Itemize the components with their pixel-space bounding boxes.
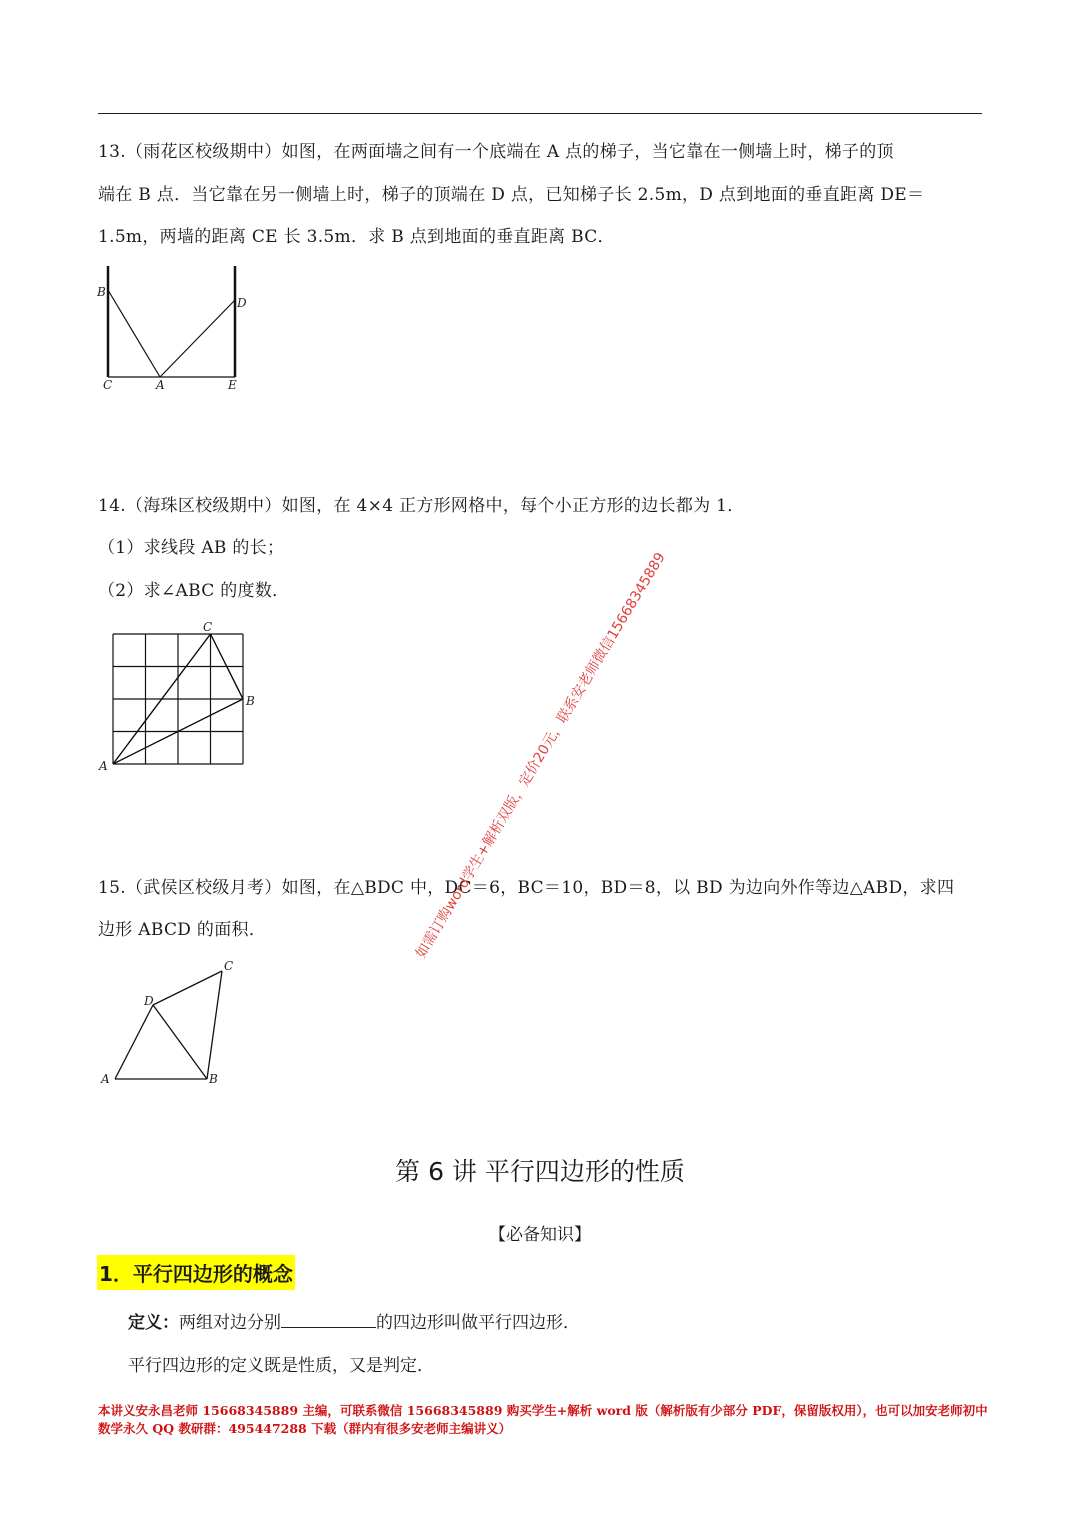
label-c: C	[103, 378, 113, 392]
q15-line2: 边形 ABCD 的面积．	[98, 920, 267, 940]
footer-line2: 数学永久 QQ 教研群：495447288 下载（群内有很多安老师主编讲义）	[98, 1421, 512, 1436]
q14-line1: 14.（海珠区校级期中）如图，在 4×4 正方形网格中，每个小正方形的边长都为 1．	[98, 496, 745, 516]
q13-line2: 端在 B 点．当它靠在另一侧墙上时，梯子的顶端在 D 点，已知梯子长 2.5m，D 点到地面的垂直距离 DE＝	[98, 185, 925, 205]
label-b: B	[97, 285, 106, 299]
q15-quadrilateral-figure	[95, 955, 245, 1090]
label-b: B	[209, 1072, 218, 1086]
label-c: C	[224, 959, 234, 973]
label-a: A	[101, 1072, 110, 1086]
grid-4x4	[113, 634, 243, 764]
definition-before: 两组对边分别	[179, 1313, 281, 1333]
q13-line1: 13.（雨花区校级期中）如图，在两面墙之间有一个底端在 A 点的梯子，当它靠在一侧墙上时，梯子的顶	[98, 142, 894, 162]
definition-label: 定义：	[128, 1313, 179, 1333]
definition-after: 的四边形叫做平行四边形．	[376, 1313, 580, 1333]
watermark-text: 如需订购word学生+解析双版，定价20元，联系安老师微信15668345889	[412, 549, 669, 962]
fill-in-blank[interactable]	[281, 1313, 376, 1328]
lecture-title: 第 6 讲 平行四边形的性质	[395, 1157, 685, 1186]
quadrilateral-abcd	[115, 971, 222, 1079]
q15-line1: 15.（武侯区校级月考）如图，在△BDC 中，DC＝6，BC＝10，BD＝8，以 BD 为边向外作等边△ABD，求四	[98, 878, 955, 898]
footer-line1: 本讲义安永昌老师 15668345889 主编，可联系微信 15668345889 购买学生+解析 word 版（解析版有少部分 PDF，保留版权用），也可以加安老师初中	[98, 1403, 988, 1418]
label-a: A	[156, 378, 165, 392]
header-rule	[98, 113, 982, 114]
footer-notice	[98, 1402, 988, 1438]
definition-note: 平行四边形的定义既是性质，又是判定．	[128, 1356, 434, 1376]
q14-grid-figure	[95, 618, 265, 776]
concept-heading: 1．平行四边形的概念	[97, 1255, 295, 1290]
label-b: B	[246, 694, 255, 708]
label-e: E	[228, 378, 237, 392]
label-d: D	[144, 994, 154, 1008]
q13-line3: 1.5m，两墙的距离 CE 长 3.5m．求 B 点到地面的垂直距离 BC．	[98, 227, 615, 247]
q14-line2: （1）求线段 AB 的长；	[98, 538, 285, 558]
definition-line	[128, 1308, 580, 1333]
q14-line3: （2）求∠ABC 的度数．	[98, 581, 290, 601]
label-a: A	[99, 759, 108, 773]
ladder-ab	[108, 290, 160, 377]
label-c: C	[203, 620, 213, 634]
label-d: D	[237, 296, 247, 310]
ladder-ad	[160, 300, 235, 377]
q13-ladder-figure	[95, 262, 255, 397]
section-subtitle: 【必备知识】	[489, 1225, 591, 1245]
